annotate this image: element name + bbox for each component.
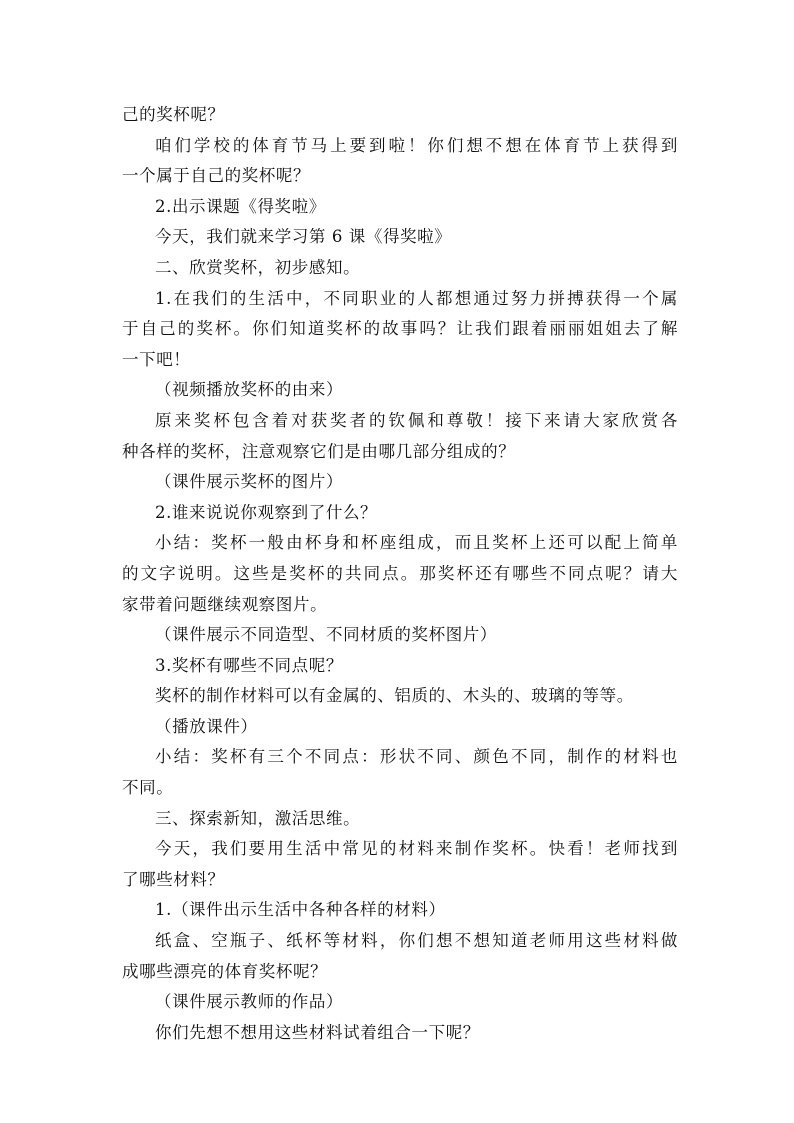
text-line: （播放课件） [155,716,258,736]
text-line: （课件展示奖杯的图片） [155,472,344,492]
section-heading: 二、欣赏奖杯，初步感知。 [155,257,361,277]
text-line: 今天，我们要用生活中常见的材料来制作奖杯。快看！老师找到 [155,839,678,859]
text-line: 纸盒、空瓶子、纸杯等材料，你们想不想知道老师用这些材料做 [155,931,678,951]
text-line: 1.在我们的生活中，不同职业的人都想通过努力拼搏获得一个属 [155,288,678,308]
text-line: 3.奖杯有哪些不同点呢？ [155,655,343,675]
text-line: （课件展示教师的作品） [155,992,344,1012]
text-line: 原来奖杯包含着对获奖者的钦佩和尊敬！接下来请大家欣赏各 [155,410,678,430]
text-line: 一下吧！ [122,349,191,369]
text-line: （视频播放奖杯的由来） [155,380,344,400]
text-line: 你们先想不想用这些材料试着组合一下呢？ [155,1022,480,1042]
text-line: 一个属于自己的奖杯呢？ [122,166,311,186]
text-line: 于自己的奖杯。你们知道奖杯的故事吗？让我们跟着丽丽姐姐去了解 [122,319,678,339]
section-heading: 三、探索新知，激活思维。 [155,808,361,828]
document-body [122,100,678,1048]
text-line: 今天，我们就来学习第 6 课《得奖啦》 [155,227,452,247]
text-line: 咱们学校的体育节马上要到啦！你们想不想在体育节上获得到 [155,135,678,155]
text-line: 家带着问题继续观察图片。 [122,594,328,614]
text-line: 奖杯的制作材料可以有金属的、铝质的、木头的、玻璃的等等。 [155,686,634,706]
text-line: 己的奖杯呢？ [122,105,225,124]
text-line: 的文字说明。这些是奖杯的共同点。那奖杯还有哪些不同点呢？请大 [122,563,678,583]
text-line: （课件展示不同造型、不同材质的奖杯图片） [155,625,497,645]
text-line: 1.（课件出示生活中各种各样的材料） [155,900,446,920]
text-line: 不同。 [122,778,174,798]
text-line: 种各样的奖杯，注意观察它们是由哪几部分组成的？ [122,441,516,461]
text-line: 了哪些材料？ [122,869,225,889]
text-line: 小结：奖杯有三个不同点：形状不同、颜色不同，制作的材料也 [155,747,678,767]
text-line: 小结：奖杯一般由杯身和杯座组成，而且奖杯上还可以配上简单 [155,533,678,553]
text-line: 成哪些漂亮的体育奖杯呢？ [122,961,328,981]
text-line: 2.出示课题《得奖啦》 [155,196,326,216]
text-line: 2.谁来说说你观察到了什么？ [155,502,378,522]
